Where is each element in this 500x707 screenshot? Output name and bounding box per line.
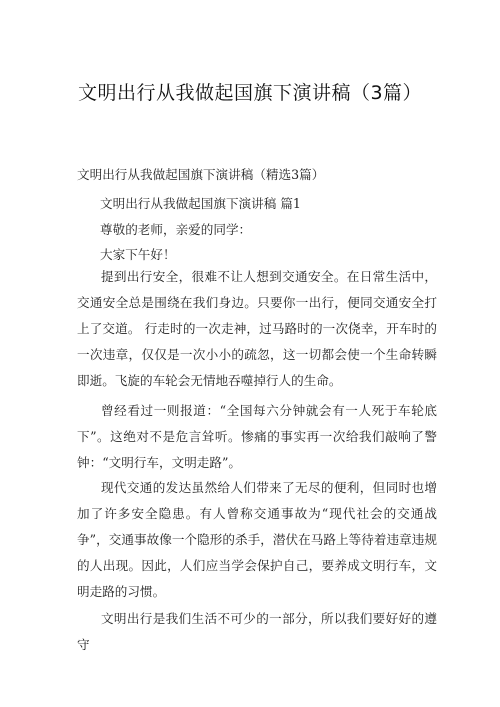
paragraph-1: 提到出行安全，很难不让人想到交通安全。在日常生活中，交通安全总是围绕在我们身边。只要你一出行，便同交通安全打上了交道。 行走时的一次走神，过马路时的一次侥幸，开车时的一次违章，仅仅是一次小小的疏忽，这一切都会使一个生命转瞬即逝。飞旋的车轮会无情地吞噬掉行人的生命。 — [77, 269, 437, 388]
salutation: 尊敬的老师，亲爱的同学： — [100, 222, 252, 237]
document-title: 文明出行从我做起国旗下演讲稿（3篇） — [77, 82, 423, 104]
greeting: 大家下午好！ — [100, 247, 176, 262]
section-heading: 文明出行从我做起国旗下演讲稿 篇1 — [100, 196, 301, 211]
paragraph-2: 曾经看过一则报道：“全国每六分钟就会有一人死于车轮底下”。这绝对不是危言耸听。惨痛的事实再一次给我们敲响了警钟：“文明行车，文明走路”。 — [77, 403, 437, 470]
paragraph-4: 文明出行是我们生活不可少的一部分，所以我们要好好的遵守 — [77, 611, 437, 652]
document-subtitle: 文明出行从我做起国旗下演讲稿（精选3篇） — [77, 167, 325, 182]
paragraph-3: 现代交通的发达虽然给人们带来了无尽的便利，但同时也增加了许多安全隐患。有人曾称交通事故为“现代社会的交通战争”，交通事故像一个隐形的杀手，潜伏在马路上等待着违章违规的人出现。因此，人们应当学会保护自己，要养成文明行车，文明走路的习惯。 — [77, 480, 437, 599]
